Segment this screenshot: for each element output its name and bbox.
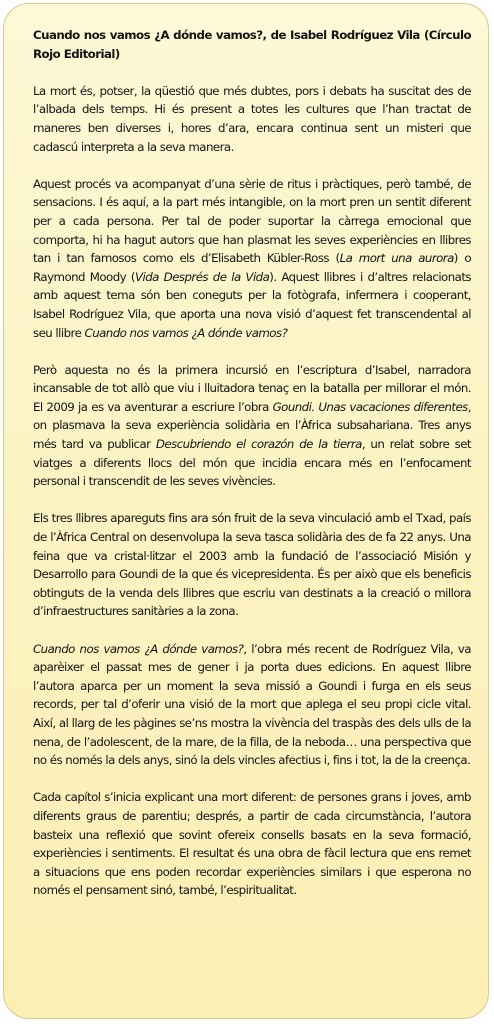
paragraph-text: Aquest procés va acompanyat d’una sèrie de ritus i pràctiques, però també, de sensacions. I és aquí, a la part més intangible, on la mort pren un sentit diferent per a cada persona. Per tal de poder suportar la càrrega emocional que comporta, hi ha hagut autors que han plasmat les seves experiències en llibres tan i tan famosos como els d’Elisabeth Kübler-Ross ( [33,176,471,266]
italic-title-text: Cuando nos vamos ¿A dónde vamos? [84,325,288,340]
paragraph-text: ) o Raymond Moody ( [33,251,472,284]
paragraph-text: La mort és, potser, la qüestió que més dubtes, pors i debats ha suscitat des de l’albada dels temps. Hi és present a totes les cultures que l’han tractat de maneres ben diverses i, hores d’ara, encara continua sent un misteri que cadascú interpreta a la seva manera. [33,83,471,154]
italic-title-text: Cuando nos vamos ¿A dónde vamos? [33,641,244,656]
article-title: Cuando nos vamos ¿A dónde vamos?, de Isabel Rodríguez Vila (Círculo Rojo Editorial) [33,28,471,61]
article-body [33,82,471,900]
paragraph-text: Cada capítol s’inicia explicant una mort diferent: de persones grans i joves, amb diferents graus de parentiu; després, a partir de cada circumstància, l’autora basteix una reflexió que sovint ofereix consells basats en la seva formació, experiències i sentiments. El resultat és una obra de fàcil lectura que ens remet a situacions que ens poden recordar experiències similars i que esperona no només el pensament sinó, també, l’espiritualitat. [33,790,471,898]
italic-title-text: Vida Després de la Vida [134,269,270,284]
article-paragraph [33,175,471,342]
article-paragraph [33,640,471,770]
article-card [3,3,489,1019]
article-paragraph [33,361,471,491]
article-paragraph [33,509,471,621]
article-paragraph [33,788,471,900]
italic-title-text: Descubriendo el corazón de la tierra [155,437,362,452]
paragraph-text: Però aquesta no és la primera incursió en l’escriptura d’Isabel, narradora incansable de tot allò que viu i lluitadora tenaç en la batalla per millorar el món. El 2009 ja es va aventurar a escriure l’obra [33,362,471,414]
italic-title-text: La mort una aurora [339,251,454,266]
paragraph-text: Els tres llibres apareguts fins ara són fruit de la seva vinculació amb el Txad, país de l’Àfrica Central on desenvolupa la seva tasca solidària des de fa 22 anys. Una feina que va cristal·litzar el 2003 amb la fundació de l’associació Misión y Desarrollo para Goundi de la que és vicepresidenta. És per això que els beneficis obtinguts de la venda dels llibres que escriu van destinats a la creació o millora d’infraestructures sanitàries a la zona. [33,511,471,619]
paragraph-text: , on plasmava la seva experiència solidària en l’Àfrica subsahariana. Tres anys més tard va publicar [33,399,471,452]
italic-title-text: Goundi. Unas vacaciones diferentes [272,399,468,414]
article-paragraph [33,82,471,156]
paragraph-text: , un relat sobre set viatges a diferents llocs del món que incidia encara més en l’enfocament personal i transcendit de les seves vivències. [33,437,471,489]
paragraph-text: ). Aquest llibres i d’altres relacionats amb aquest tema són ben coneguts per la fotògrafa, infermera i cooperant, Isabel Rodríguez Vila, que aporta una nova visió d’aquest fet transcendental al seu llibre [33,269,471,340]
paragraph-text: , l’obra més recent de Rodríguez Vila, va aparèixer el passat mes de gener i ja porta dues edicions. En aquest llibre l’autora aparca per un moment la seva missió a Goundi i furga en els seus records, per tal d’oferir una visió de la mort que aplega el seu propi cicle vital. Així, al llarg de les pàgines se’ns mostra la vivència del traspàs des dels ulls de la nena, de l’adolescent, de la mare, de la filla, de la neboda… una perspectiva que no és només la dels anys, sinó la dels vincles afectius i, fins i tot, la de la creença. [33,641,471,768]
